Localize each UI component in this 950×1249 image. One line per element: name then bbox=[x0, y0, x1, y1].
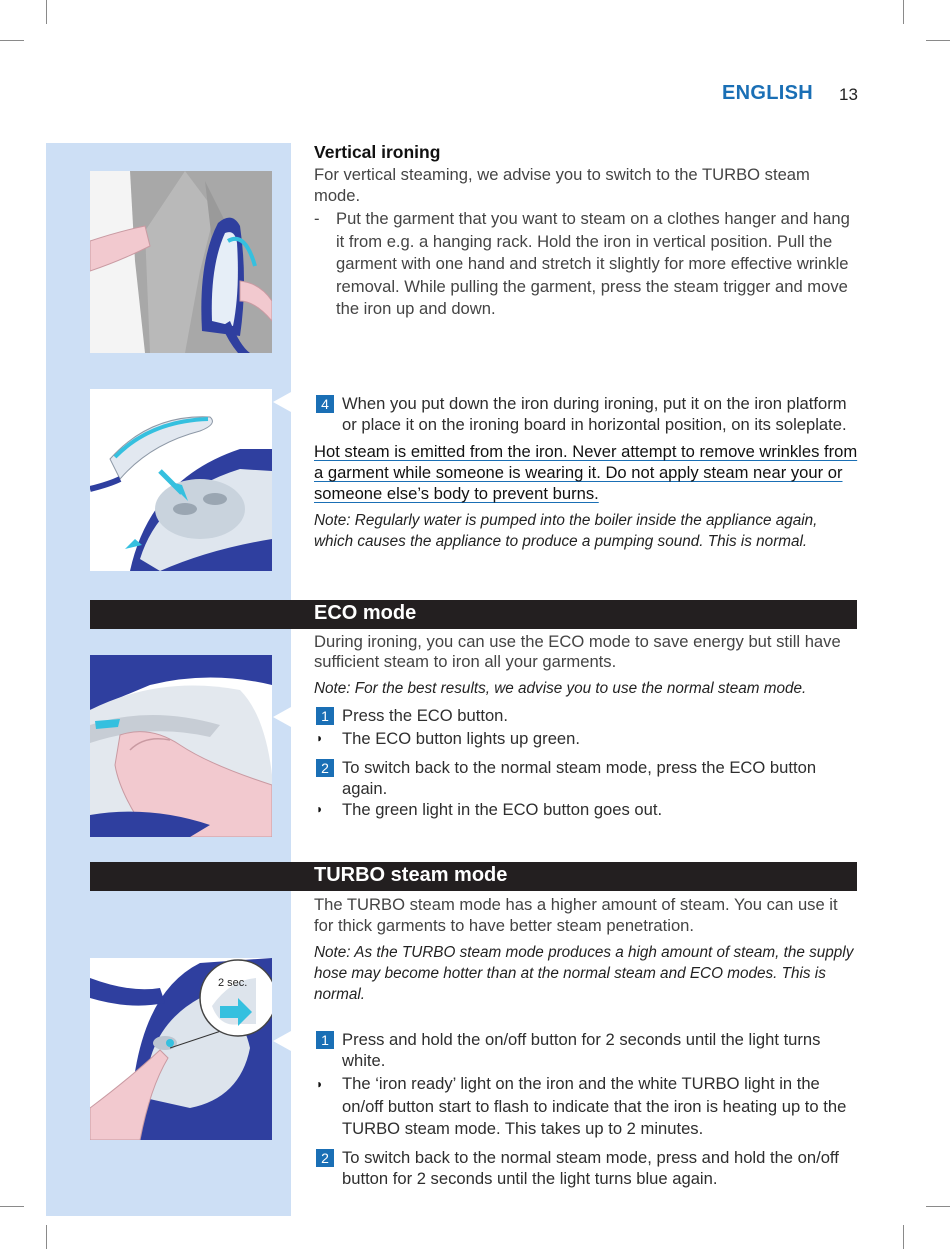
step-text: To switch back to the normal steam mode, press the ECO button again. bbox=[342, 758, 817, 798]
crop-mark bbox=[0, 1206, 24, 1207]
note-text: Note: Regularly water is pumped into the boiler inside the appliance again, which causes the appliance to produce a pumping sound. This is normal. bbox=[314, 512, 818, 550]
step-item bbox=[314, 1147, 859, 1189]
page-number: 13 bbox=[839, 85, 858, 104]
timer-label: 2 sec. bbox=[218, 977, 248, 989]
result-text: The ‘iron ready’ light on the iron and the white TURBO light in the on/off button start to flash to indicate that the iron is heating up to the TURBO steam mode. This takes up to 2 minutes. bbox=[342, 1074, 847, 1138]
paragraph: For vertical steaming, we advise you to switch to the TURBO steam mode. bbox=[314, 165, 810, 205]
putdown-section bbox=[314, 393, 859, 552]
step-number: 2 bbox=[316, 759, 334, 777]
vertical-ironing-figure bbox=[90, 171, 272, 353]
result-text: The ECO button lights up green. bbox=[342, 729, 580, 748]
language-label: ENGLISH bbox=[722, 82, 813, 104]
vertical-ironing-illustration bbox=[90, 171, 272, 353]
iron-platform-figure bbox=[90, 389, 272, 571]
step-item bbox=[314, 393, 859, 435]
step-text: Press and hold the on/off button for 2 seconds until the light turns white. bbox=[342, 1030, 821, 1070]
turbo-section bbox=[314, 894, 859, 1189]
result-item bbox=[314, 799, 859, 820]
crop-mark bbox=[926, 1206, 950, 1207]
vertical-ironing-section bbox=[314, 142, 859, 321]
eco-button-figure bbox=[90, 655, 272, 837]
warning-text: Hot steam is emitted from the iron. Never attempt to remove wrinkles from a garment while someone is wearing it. Do not apply steam near your or someone else’s body to prevent burns. bbox=[314, 442, 858, 503]
step-number: 2 bbox=[316, 1149, 334, 1167]
dash-item bbox=[314, 208, 859, 321]
section-title: Vertical ironing bbox=[314, 142, 441, 162]
eco-section-bar bbox=[90, 600, 857, 629]
crop-mark bbox=[46, 1225, 47, 1249]
section-title: ECO mode bbox=[314, 602, 417, 624]
step-item bbox=[314, 1029, 859, 1071]
section-title: TURBO steam mode bbox=[314, 864, 508, 886]
note-text: Note: As the TURBO steam mode produces a high amount of steam, the supply hose may become hotter than at the normal steam and ECO modes. This is normal. bbox=[314, 944, 854, 1003]
turbo-button-illustration bbox=[90, 958, 272, 1140]
bullet-icon: ◗ bbox=[316, 1077, 324, 1091]
turbo-button-figure bbox=[90, 958, 272, 1140]
result-item bbox=[314, 728, 859, 749]
step-text: Press the ECO button. bbox=[342, 706, 509, 725]
crop-mark bbox=[46, 0, 47, 24]
eco-section bbox=[314, 632, 859, 820]
turbo-section-bar bbox=[90, 862, 857, 891]
step-item bbox=[314, 757, 859, 799]
bullet-icon: ◗ bbox=[316, 802, 324, 816]
paragraph: The TURBO steam mode has a higher amount of steam. You can use it for thick garments to have better steam penetration. bbox=[314, 895, 838, 935]
dash-marker: - bbox=[314, 209, 320, 228]
paragraph: During ironing, you can use the ECO mode to save energy but still have sufficient steam to iron all your garments. bbox=[314, 632, 841, 671]
crop-mark bbox=[926, 40, 950, 41]
result-text: The green light in the ECO button goes out. bbox=[342, 800, 663, 819]
step-number: 1 bbox=[316, 707, 334, 725]
crop-mark bbox=[903, 0, 904, 24]
crop-mark bbox=[0, 40, 24, 41]
iron-platform-illustration bbox=[90, 389, 272, 571]
step-number: 1 bbox=[316, 1031, 334, 1049]
eco-button-illustration bbox=[90, 655, 272, 837]
callout-notch bbox=[273, 707, 291, 727]
note-text: Note: For the best results, we advise you to use the normal steam mode. bbox=[314, 680, 807, 697]
step-item bbox=[314, 705, 859, 726]
callout-notch bbox=[273, 392, 291, 412]
result-item bbox=[314, 1073, 859, 1141]
crop-mark bbox=[903, 1225, 904, 1249]
step-number: 4 bbox=[316, 395, 334, 413]
dash-text: Put the garment that you want to steam on a clothes hanger and hang it from e.g. a hanging rack. Hold the iron in vertical position. Pull the garment with one hand and stretch it slightly for more effective wrinkle removal. While pulling the garment, press the steam trigger and move the iron up and down. bbox=[336, 209, 850, 318]
bullet-icon: ◗ bbox=[316, 731, 324, 745]
callout-notch bbox=[273, 1031, 291, 1051]
step-text: When you put down the iron during ironing, put it on the iron platform or place it on the ironing board in horizontal position, on its soleplate. bbox=[342, 394, 847, 434]
step-text: To switch back to the normal steam mode, press and hold the on/off button for 2 seconds until the light turns blue again. bbox=[342, 1147, 839, 1188]
